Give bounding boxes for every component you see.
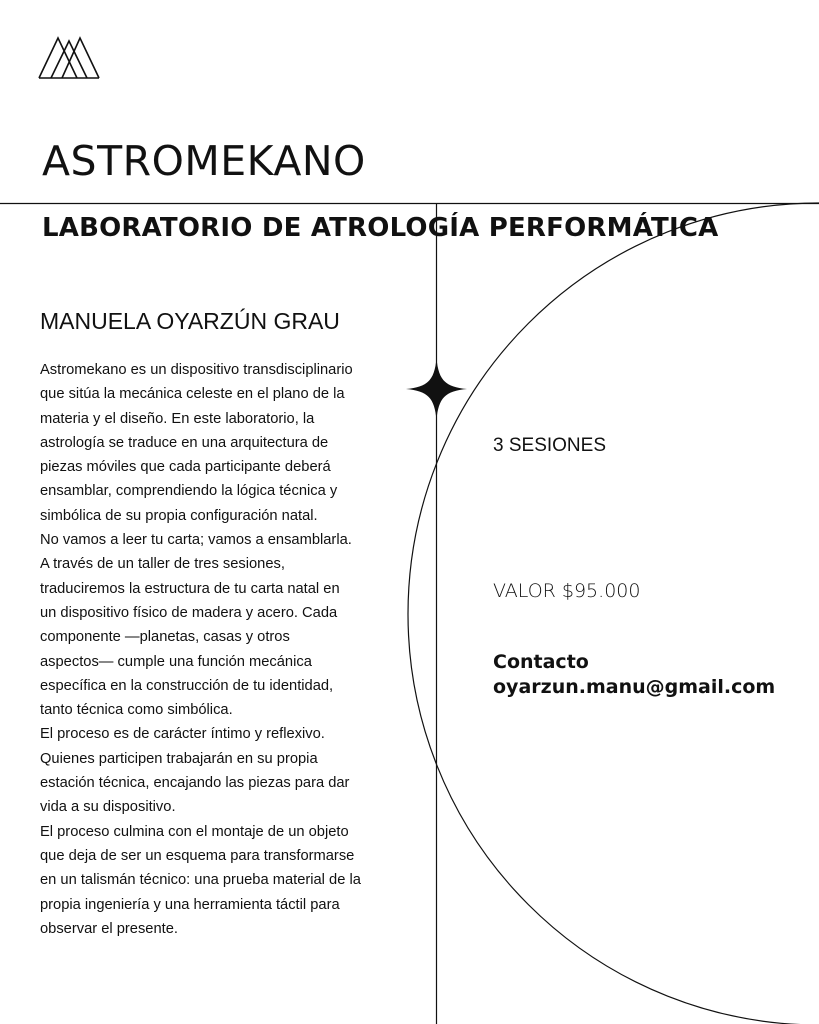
description-line: un dispositivo físico de madera y acero. Cada <box>40 604 338 621</box>
description-line: estación técnica, encajando las piezas para dar <box>40 775 350 792</box>
page-subtitle: LABORATORIO DE ATROLOGÍA PERFORMÁTICA <box>42 213 719 243</box>
author-name: MANUELA OYARZÚN GRAU <box>40 308 340 334</box>
description-line: A través de un taller de tres sesiones, <box>40 556 285 573</box>
description-line: vida a su dispositivo. <box>40 799 176 816</box>
description-line: propia ingeniería y una herramienta táctil para <box>40 896 340 913</box>
mountain-logo-icon <box>38 36 100 80</box>
description-line: materia y el diseño. En este laboratorio, la <box>40 410 315 427</box>
description-line: específica en la construcción de tu identidad, <box>40 677 334 694</box>
description-line: Astromekano es un dispositivo transdisciplinario <box>40 362 353 378</box>
price-label: VALOR $95.000 <box>493 580 641 602</box>
description-line: El proceso es de carácter íntimo y reflexivo. <box>40 726 325 743</box>
contact-email: oyarzun.manu@gmail.com <box>493 676 776 698</box>
description-line: que sitúa la mecánica celeste en el plano de la <box>40 386 345 403</box>
description-line: El proceso culmina con el montaje de un objeto <box>40 823 349 840</box>
description-line: en un talismán técnico: una prueba material de la <box>40 872 361 889</box>
sessions-count: 3 SESIONES <box>493 435 606 456</box>
description-line: No vamos a leer tu carta; vamos a ensamblarla. <box>40 532 352 549</box>
contact-heading: Contacto <box>493 651 589 673</box>
orbit-arc <box>408 203 819 1024</box>
description-line: aspectos— cumple una función mecánica <box>40 653 312 670</box>
four-point-star-icon <box>406 358 467 420</box>
description-line: Quienes participen trabajarán en su propia <box>40 750 318 767</box>
description-line: simbólica de su propia configuración natal. <box>40 507 318 524</box>
description-line: ensamblar, comprendiendo la lógica técnica y <box>40 483 338 500</box>
description-line: observar el presente. <box>40 920 178 937</box>
description-line: astrología se traduce en una arquitectura de <box>40 434 329 451</box>
description-text <box>40 358 400 941</box>
page-title: ASTROMEKANO <box>42 137 366 185</box>
description-line: tanto técnica como simbólica. <box>40 702 233 719</box>
description-line: piezas móviles que cada participante deberá <box>40 459 331 476</box>
description-line: componente —planetas, casas y otros <box>40 629 290 646</box>
description-line: traduciremos la estructura de tu carta natal en <box>40 580 340 597</box>
description-line: que deja de ser un esquema para transformarse <box>40 847 355 864</box>
